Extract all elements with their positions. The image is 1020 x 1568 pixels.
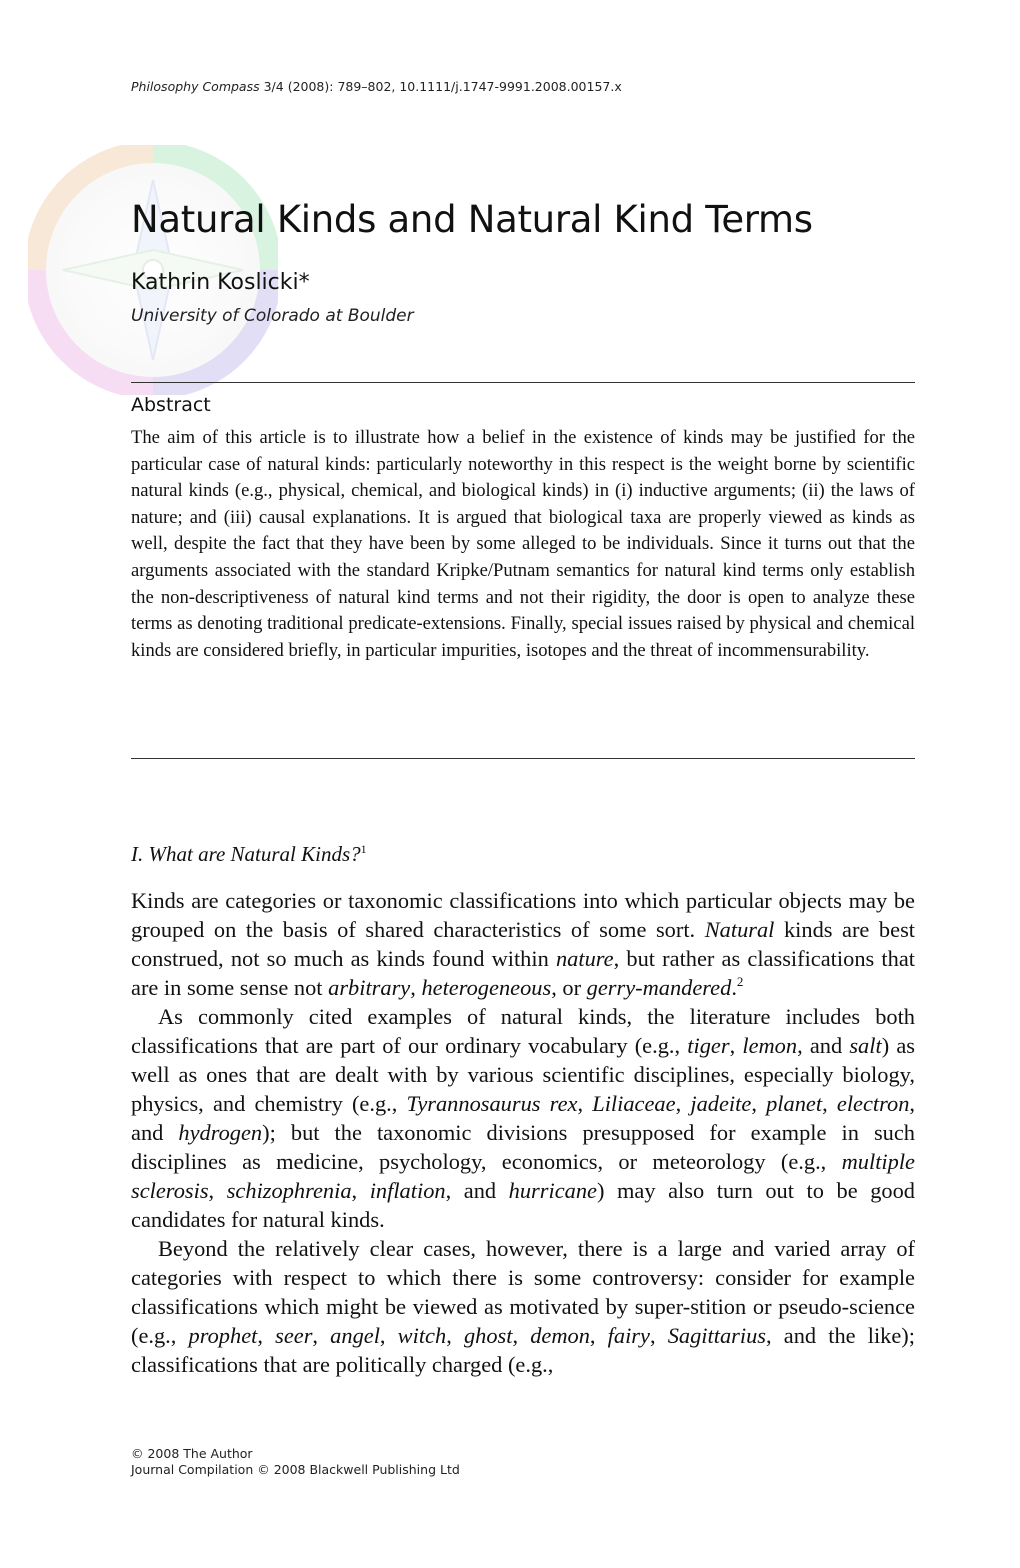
text-run: ,: [649, 1323, 668, 1348]
divider-bottom: [131, 758, 915, 759]
text-run: , but rather as classifications that are in some sense not: [131, 946, 915, 1000]
text-run: ,: [446, 1323, 464, 1348]
divider-top: [131, 382, 915, 383]
text-run: ,: [512, 1323, 531, 1348]
text-run: ,: [351, 1178, 370, 1203]
text-run: kinds are best construed, not so much as kinds found within: [131, 917, 916, 971]
emphasis: witch: [397, 1323, 447, 1348]
text-run: , and: [131, 1091, 916, 1145]
emphasis: lemon: [742, 1033, 798, 1058]
emphasis: seer: [275, 1323, 313, 1348]
emphasis: prophet: [188, 1323, 258, 1348]
emphasis: heterogeneous: [421, 975, 552, 1000]
paragraph: [131, 1234, 915, 1379]
abstract-heading: Abstract: [131, 394, 211, 416]
emphasis: fairy: [607, 1323, 650, 1348]
text-run: ,: [822, 1091, 837, 1116]
emphasis: multiple sclerosis: [131, 1149, 915, 1203]
emphasis: planet: [766, 1091, 823, 1116]
text-run: ,: [208, 1178, 227, 1203]
page-footer: [131, 1446, 460, 1478]
text-run: ) as well as ones that are dealt with by various scientific disciplines, especially biology, physics, and chemistry (e.g.,: [131, 1033, 915, 1116]
text-run: Beyond the relatively clear cases, however, there is a large and varied array of categories with respect to which there is some controversy: consider for example classifications which might be viewed as motivated by super-stition or pseudo-science (e.g.,: [131, 1236, 915, 1348]
emphasis: ghost: [463, 1323, 513, 1348]
text-run: .: [731, 975, 737, 1000]
section-body: [131, 886, 915, 1379]
emphasis: jadeite: [690, 1091, 752, 1116]
text-run: Kinds are categories or taxonomic classifications into which particular objects may be grouped on the basis of shared characteristics of some sort.: [131, 888, 915, 942]
emphasis: hurricane: [508, 1178, 597, 1203]
copyright-journal: Journal Compilation © 2008 Blackwell Publishing Ltd: [131, 1462, 460, 1477]
emphasis: schizophrenia: [226, 1178, 352, 1203]
paragraph: [131, 886, 915, 1002]
paragraph: [131, 1002, 915, 1234]
emphasis: hydrogen: [178, 1120, 263, 1145]
text-run: ,: [589, 1323, 608, 1348]
footnote-marker: 1: [360, 842, 367, 856]
journal-name: Philosophy Compass: [131, 79, 260, 94]
emphasis: inflation: [369, 1178, 446, 1203]
emphasis: electron: [836, 1091, 910, 1116]
text-run: ,: [410, 975, 422, 1000]
author-affiliation: University of Colorado at Boulder: [131, 306, 414, 326]
text-run: , and the like); classifications that are politically charged (e.g.,: [131, 1323, 915, 1377]
emphasis: Natural: [704, 917, 775, 942]
text-run: ,: [379, 1323, 398, 1348]
emphasis: salt: [849, 1033, 882, 1058]
text-run: ,: [729, 1033, 743, 1058]
text-run: ,: [312, 1323, 331, 1348]
text-run: , and: [797, 1033, 850, 1058]
text-run: ,: [577, 1091, 593, 1116]
text-run: ,: [257, 1323, 276, 1348]
copyright-author: © 2008 The Author: [131, 1446, 253, 1461]
footnote-marker: 2: [736, 974, 744, 989]
text-run: ,: [675, 1091, 691, 1116]
emphasis: angel: [330, 1323, 380, 1348]
article-title: Natural Kinds and Natural Kind Terms: [131, 198, 813, 241]
text-run: ,: [751, 1091, 767, 1116]
abstract-text: The aim of this article is to illustrate how a belief in the existence of kinds may be justified for the particular case of natural kinds: particularly noteworthy in this respect is the weight borne by scientific natural kinds (e.g., physical, chemical, and biological kinds) in (i) inductive arguments; (ii) the laws of nature; and (iii) causal explanations. It is argued that biological taxa are properly viewed as kinds as well, despite the fact that they have been by some alleged to be individuals. Since it turns out that the arguments associated with the standard Kripke/Putnam semantics for natural kind terms only establish the non-descriptiveness of natural kind terms and not their rigidity, the door is open to analyze these terms as denoting traditional predicate-extensions. Finally, special issues raised by physical and chemical kinds are considered briefly, in particular impurities, isotopes and the threat of incommensurability.: [131, 427, 915, 661]
citation-details: 3/4 (2008): 789–802, 10.1111/j.1747-9991.2008.00157.x: [259, 79, 622, 94]
emphasis: nature: [555, 946, 614, 971]
text-run: As commonly cited examples of natural kinds, the literature includes both classifications that are part of our ordinary vocabulary (e.g.,: [131, 1004, 915, 1058]
author-name: Kathrin Koslicki*: [131, 270, 310, 295]
section-heading: [131, 842, 367, 867]
text-run: , or: [551, 975, 587, 1000]
text-run: ); but the taxonomic divisions presupposed for example in such disciplines as medicine, psychology, economics, or meteorology (e.g.,: [131, 1120, 915, 1174]
running-header: [131, 79, 622, 94]
emphasis: Tyrannosaurus rex: [406, 1091, 578, 1116]
emphasis: demon: [530, 1323, 590, 1348]
emphasis: gerry-mandered: [586, 975, 732, 1000]
emphasis: Sagittarius: [667, 1323, 767, 1348]
emphasis: Liliaceae: [592, 1091, 676, 1116]
emphasis: tiger: [687, 1033, 730, 1058]
section-title: I. What are Natural Kinds?: [131, 842, 361, 866]
emphasis: arbitrary: [328, 975, 411, 1000]
text-run: ) may also turn out to be good candidates for natural kinds.: [131, 1178, 915, 1232]
text-run: , and: [445, 1178, 509, 1203]
